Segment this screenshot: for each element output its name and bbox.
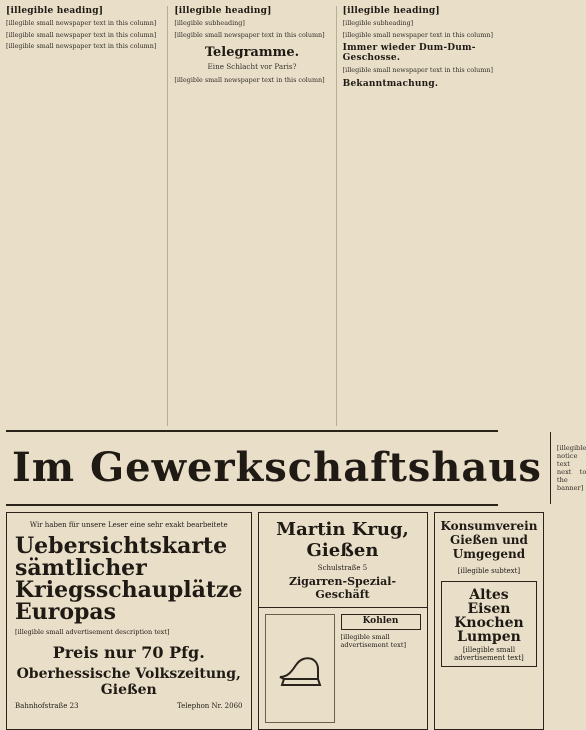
- banner-right: [550, 432, 586, 504]
- map-advertisement: [6, 512, 252, 730]
- right-column-paragraph-2: [illegible small newspaper text in this column]: [342, 66, 493, 75]
- map-ad-address-left: Bahnhofstraße 23: [15, 701, 79, 710]
- konsumverein-advertisement: [434, 512, 545, 730]
- krug-ad-headline: Zigarren-Spezial-Geschäft: [288, 575, 397, 601]
- konsumverein-title: Konsumverein Gießen und Umgegend: [440, 519, 538, 561]
- ads-row: [6, 512, 538, 730]
- map-ad-address-right: Telephon Nr. 2060: [176, 701, 243, 710]
- krug-advertisement: [258, 512, 428, 730]
- left-column-paragraph-3: [illegible small newspaper text in this column]: [6, 42, 157, 51]
- telegramme-subheading: Eine Schlacht vor Paris?: [207, 62, 297, 72]
- krug-ad-sub: Schulstraße 5: [317, 564, 368, 572]
- right-column-subtitle: [illegible subheading]: [342, 19, 414, 27]
- bekanntmachung-heading: Bekanntmachung.: [342, 78, 439, 89]
- scrap-collection-box: [441, 581, 538, 667]
- map-ad-body: [illegible small advertisement description text]: [15, 628, 170, 636]
- middle-column-paragraph-1: [illegible small newspaper text in this column]: [174, 30, 325, 39]
- top-columns: [6, 6, 498, 426]
- banner-title: Im Gewerkschaftshaus: [12, 444, 542, 491]
- map-ad-paper-name: Oberhessische Volkszeitung, Gießen: [16, 665, 241, 698]
- map-ad-price: Preis nur 70 Pfg.: [52, 642, 205, 662]
- middle-column: [167, 6, 329, 426]
- krug-ad-lower: [341, 614, 421, 723]
- map-ad-address-row: [15, 702, 243, 710]
- map-ad-small-text: Wir haben für unsere Leser eine sehr exakt bearbeitete: [29, 521, 228, 529]
- scrap-collection-text: [illegible small advertisement text]: [454, 646, 524, 662]
- middle-column-title: [illegible heading]: [174, 6, 272, 16]
- banner-left: [6, 432, 542, 504]
- krug-ad-top: [259, 513, 427, 608]
- left-column-paragraph-2: [illegible small newspaper text in this column]: [6, 30, 157, 39]
- left-column-title: [illegible heading]: [6, 6, 104, 16]
- telegramme-heading: Telegramme.: [204, 45, 300, 61]
- kohlen-box: Kohlen: [341, 614, 421, 630]
- krug-ad-lower-text: [illegible small advertisement text]: [340, 632, 407, 649]
- dumdum-heading: Immer wieder Dum-Dum-Geschosse.: [342, 43, 476, 64]
- left-column: [6, 6, 161, 426]
- shoe-icon: [265, 614, 335, 723]
- krug-ad-name: Martin Krug, Gießen: [276, 519, 409, 561]
- right-column-title: [illegible heading]: [342, 6, 440, 16]
- konsumverein-sub: [illegible subtext]: [457, 567, 521, 575]
- scrap-collection-big-line: Altes Eisen Knochen Lumpen: [454, 587, 524, 645]
- left-column-paragraph-1: [illegible small newspaper text in this column]: [6, 19, 157, 27]
- map-ad-headline: Uebersichtskarte sämtlicher Kriegsschauplätze Europas: [15, 533, 243, 625]
- right-column-paragraph-1: [illegible small newspaper text in this column]: [342, 30, 493, 39]
- right-column: [336, 6, 498, 426]
- middle-column-paragraph-2: [illegible small newspaper text in this column]: [174, 76, 325, 85]
- krug-ad-middle: [259, 608, 427, 729]
- banner-right-text: [illegible notice text next to the banner]: [556, 444, 586, 492]
- middle-column-subtitle: [illegible subheading]: [174, 19, 245, 27]
- gewerkschaftshaus-banner: [6, 430, 586, 506]
